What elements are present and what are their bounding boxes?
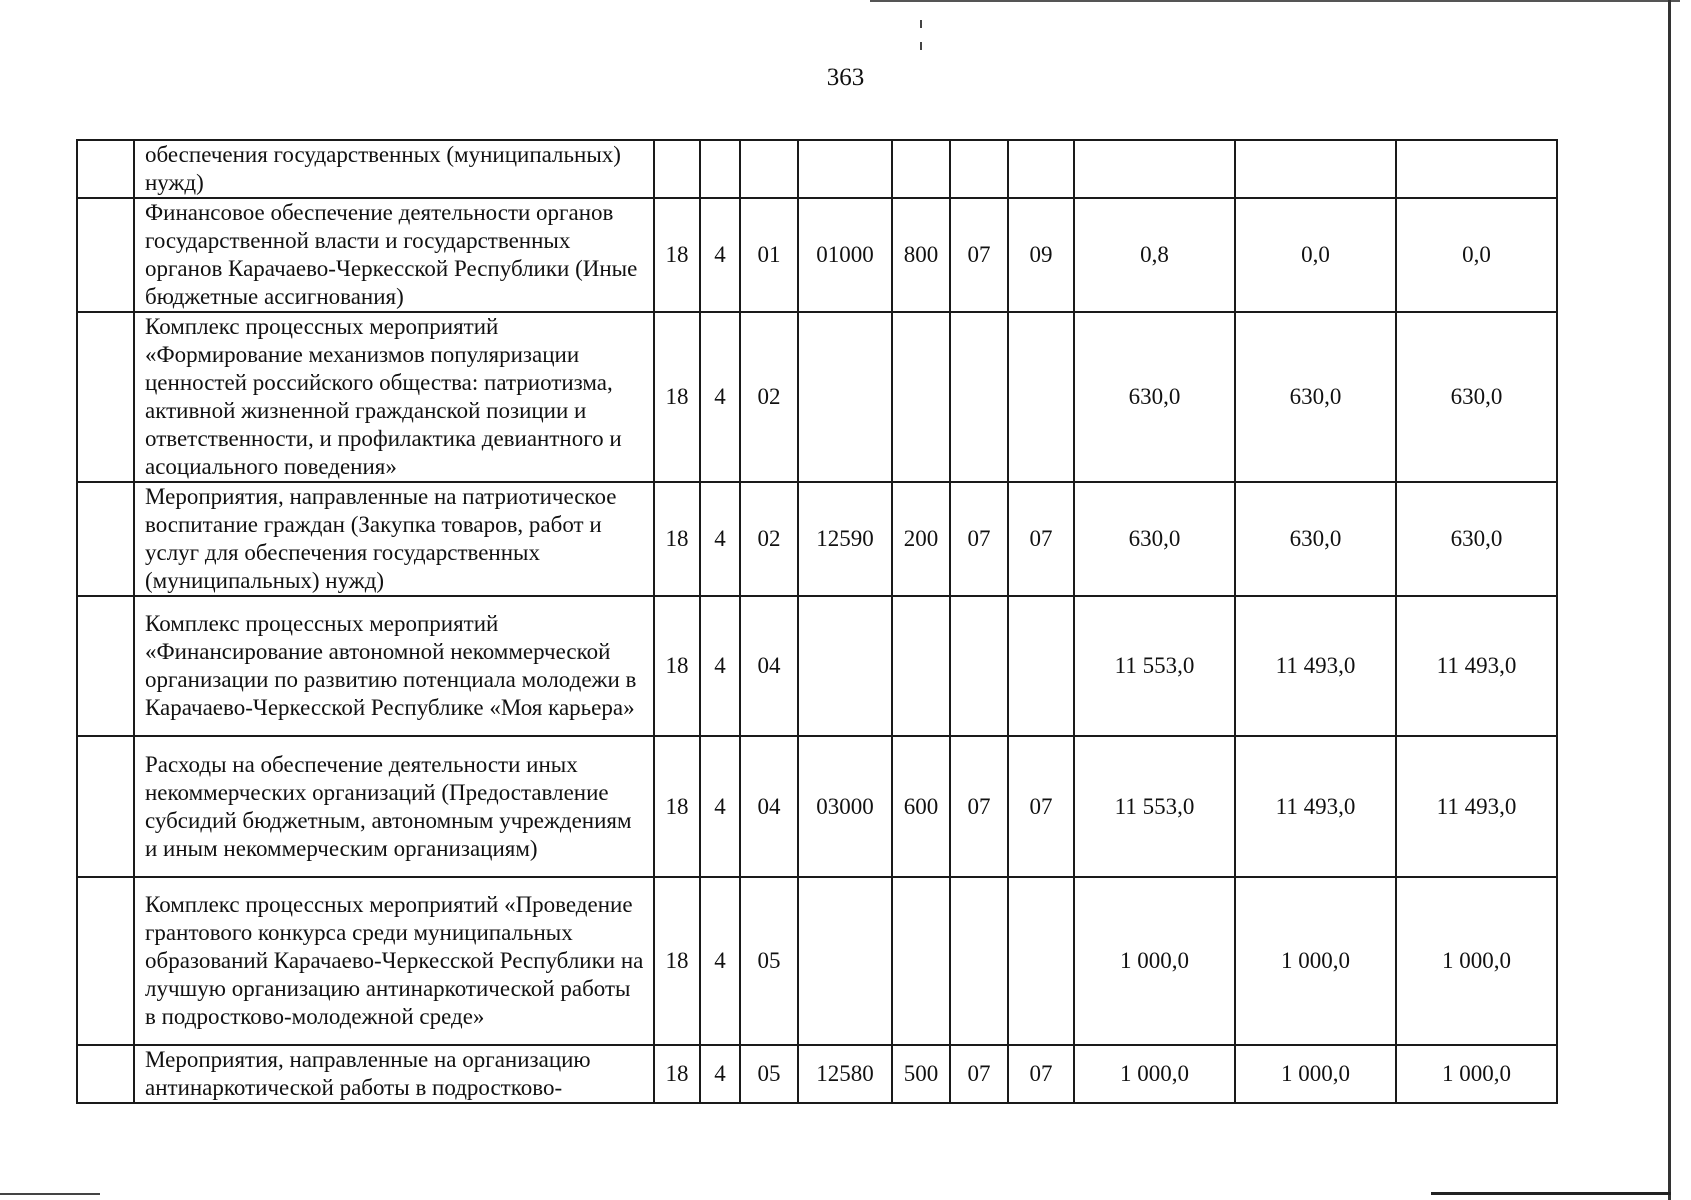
amount-cell: 1 000,0 <box>1074 877 1235 1045</box>
item-name: Комплекс процессных мероприятий «Финансирование автономной некоммерческой организации по развитию потенциала молодежи в Карачаево-Черкесской Республике «Моя карьера» <box>134 596 654 736</box>
item-name: Расходы на обеспечение деятельности иных некоммерческих организаций (Предоставление субсидий бюджетным, автономным учреждениям и иным некоммерческим организациям) <box>134 736 654 877</box>
code-cell: 04 <box>740 596 798 736</box>
item-name: Финансовое обеспечение деятельности органов государственной власти и государственных органов Карачаево-Черкесской Республики (Иные бюджетные ассигнования) <box>134 198 654 312</box>
code-cell: 07 <box>1008 736 1074 877</box>
code-cell: 18 <box>654 312 700 482</box>
code-cell: 02 <box>740 482 798 596</box>
code-cell: 07 <box>950 482 1008 596</box>
scan-edge-right <box>1668 0 1671 1200</box>
code-cell: 01000 <box>798 198 892 312</box>
code-cell <box>892 140 950 198</box>
table-row <box>77 198 1557 312</box>
code-cell: 05 <box>740 1045 798 1103</box>
row-index-cell <box>77 736 134 877</box>
amount-cell: 630,0 <box>1235 312 1396 482</box>
amount-cell: 630,0 <box>1396 482 1557 596</box>
row-index-cell <box>77 596 134 736</box>
amount-cell: 1 000,0 <box>1396 877 1557 1045</box>
code-cell <box>1008 596 1074 736</box>
amount-cell: 11 553,0 <box>1074 736 1235 877</box>
item-name: Мероприятия, направленные на организацию антинаркотической работы в подростково- <box>134 1045 654 1103</box>
code-cell: 800 <box>892 198 950 312</box>
row-index-cell <box>77 482 134 596</box>
amount-cell: 1 000,0 <box>1396 1045 1557 1103</box>
amount-cell: 11 493,0 <box>1235 596 1396 736</box>
code-cell <box>798 877 892 1045</box>
code-cell <box>798 140 892 198</box>
scan-mark <box>920 42 922 50</box>
code-cell <box>892 312 950 482</box>
code-cell: 18 <box>654 198 700 312</box>
amount-cell: 630,0 <box>1074 312 1235 482</box>
amount-cell: 1 000,0 <box>1235 877 1396 1045</box>
table-row <box>77 482 1557 596</box>
code-cell: 07 <box>950 736 1008 877</box>
scan-edge-bottom-right <box>1431 1192 1671 1195</box>
amount-cell <box>1074 140 1235 198</box>
code-cell: 18 <box>654 736 700 877</box>
amount-cell: 630,0 <box>1235 482 1396 596</box>
row-index-cell <box>77 1045 134 1103</box>
code-cell: 4 <box>700 1045 740 1103</box>
code-cell: 18 <box>654 1045 700 1103</box>
code-cell <box>700 140 740 198</box>
amount-cell: 0,0 <box>1396 198 1557 312</box>
row-index-cell <box>77 312 134 482</box>
code-cell: 01 <box>740 198 798 312</box>
code-cell: 4 <box>700 596 740 736</box>
code-cell <box>1008 877 1074 1045</box>
code-cell <box>1008 140 1074 198</box>
code-cell: 200 <box>892 482 950 596</box>
code-cell: 07 <box>1008 482 1074 596</box>
table-row <box>77 736 1557 877</box>
code-cell <box>798 312 892 482</box>
code-cell: 07 <box>950 1045 1008 1103</box>
code-cell <box>654 140 700 198</box>
code-cell <box>950 312 1008 482</box>
row-index-cell <box>77 140 134 198</box>
item-name: Комплекс процессных мероприятий «Проведение грантового конкурса среди муниципальных образований Карачаево-Черкесской Республики на лучшую организацию антинаркотической работы в подростково-молодежной среде» <box>134 877 654 1045</box>
code-cell: 18 <box>654 596 700 736</box>
amount-cell: 1 000,0 <box>1074 1045 1235 1103</box>
amount-cell <box>1235 140 1396 198</box>
code-cell <box>950 877 1008 1045</box>
code-cell <box>892 596 950 736</box>
code-cell <box>892 877 950 1045</box>
amount-cell: 1 000,0 <box>1235 1045 1396 1103</box>
table-row <box>77 312 1557 482</box>
code-cell: 12590 <box>798 482 892 596</box>
table-row <box>77 1045 1557 1103</box>
code-cell: 02 <box>740 312 798 482</box>
code-cell: 12580 <box>798 1045 892 1103</box>
page-number: 363 <box>826 64 865 91</box>
amount-cell: 0,0 <box>1235 198 1396 312</box>
amount-cell: 630,0 <box>1396 312 1557 482</box>
code-cell: 4 <box>700 736 740 877</box>
scan-edge-bottom-left <box>0 1193 100 1195</box>
code-cell: 09 <box>1008 198 1074 312</box>
amount-cell: 630,0 <box>1074 482 1235 596</box>
code-cell <box>740 140 798 198</box>
table-row <box>77 877 1557 1045</box>
row-index-cell <box>77 198 134 312</box>
item-name: Комплекс процессных мероприятий «Формирование механизмов популяризации ценностей российского общества: патриотизма, активной жизненной гражданской позиции и ответственности, и профилактика девиантного и асоциального поведения» <box>134 312 654 482</box>
code-cell: 500 <box>892 1045 950 1103</box>
amount-cell <box>1396 140 1557 198</box>
amount-cell: 11 493,0 <box>1396 736 1557 877</box>
code-cell: 4 <box>700 312 740 482</box>
code-cell: 07 <box>1008 1045 1074 1103</box>
code-cell <box>1008 312 1074 482</box>
item-name: обеспечения государственных (муниципальных) нужд) <box>134 140 654 198</box>
code-cell: 4 <box>700 482 740 596</box>
code-cell: 05 <box>740 877 798 1045</box>
code-cell: 18 <box>654 482 700 596</box>
code-cell: 4 <box>700 198 740 312</box>
item-name: Мероприятия, направленные на патриотическое воспитание граждан (Закупка товаров, работ и услуг для обеспечения государственных (муниципальных) нужд) <box>134 482 654 596</box>
code-cell <box>798 596 892 736</box>
code-cell: 4 <box>700 877 740 1045</box>
code-cell: 07 <box>950 198 1008 312</box>
amount-cell: 11 493,0 <box>1396 596 1557 736</box>
budget-table <box>76 139 1558 1104</box>
amount-cell: 11 553,0 <box>1074 596 1235 736</box>
code-cell <box>950 140 1008 198</box>
scan-edge-top <box>870 0 1680 2</box>
code-cell: 600 <box>892 736 950 877</box>
scan-mark <box>920 20 922 28</box>
row-index-cell <box>77 877 134 1045</box>
code-cell: 04 <box>740 736 798 877</box>
table-row <box>77 596 1557 736</box>
amount-cell: 0,8 <box>1074 198 1235 312</box>
table-row <box>77 140 1557 198</box>
code-cell <box>950 596 1008 736</box>
amount-cell: 11 493,0 <box>1235 736 1396 877</box>
code-cell: 03000 <box>798 736 892 877</box>
code-cell: 18 <box>654 877 700 1045</box>
